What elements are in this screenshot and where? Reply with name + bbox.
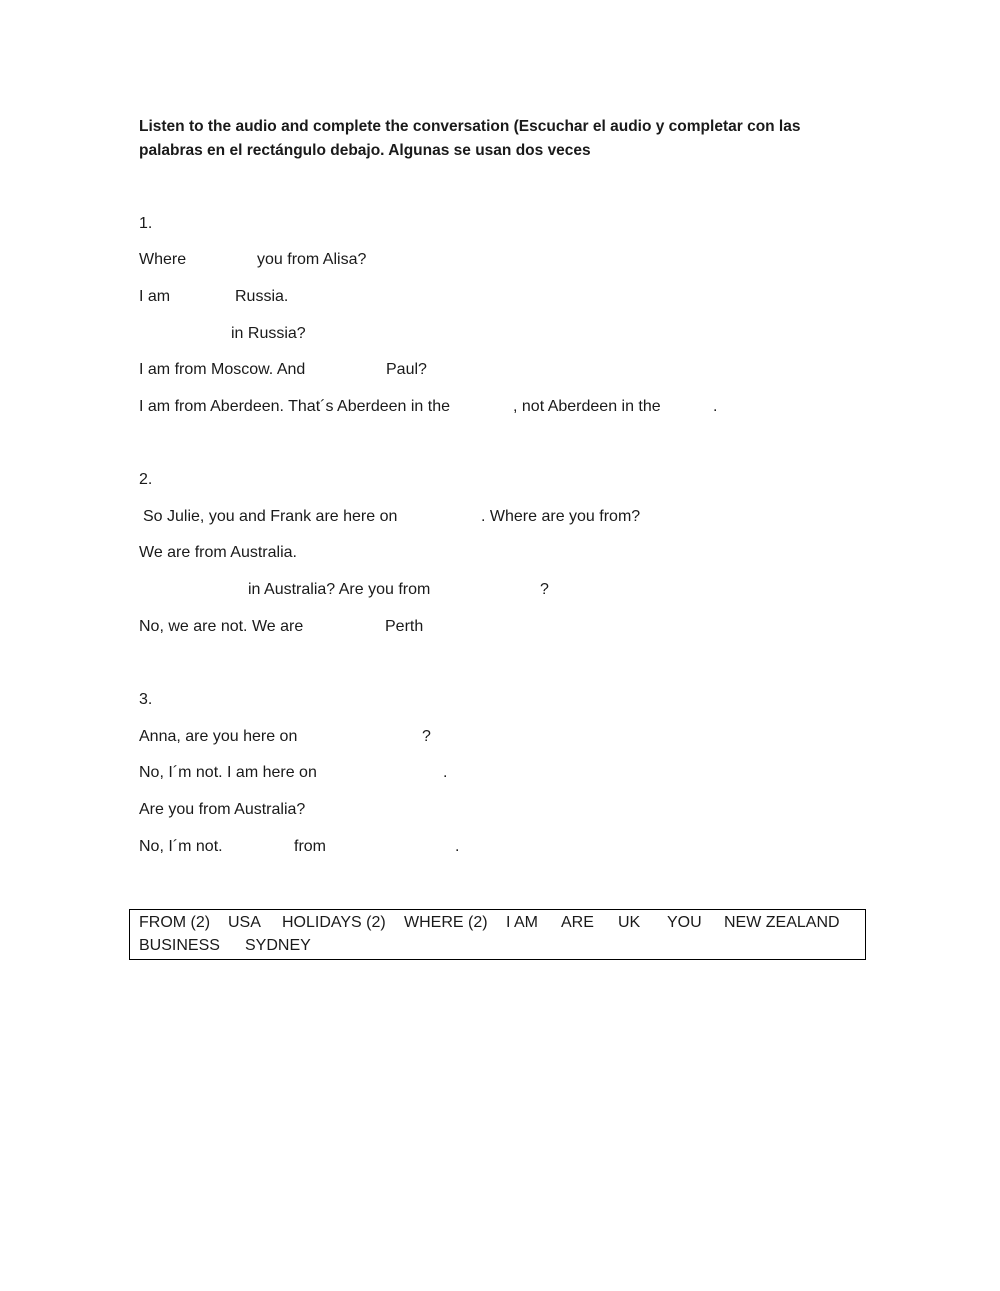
s2-line1-part-b: . Where are you from? — [481, 508, 641, 525]
word-bank-box — [129, 909, 866, 960]
s3-line2-part-a: No, I´m not. I am here on — [139, 764, 317, 781]
section-1-number: 1. — [139, 215, 153, 232]
word-bank-item: UK — [618, 914, 641, 931]
s3-line2-part-b: . — [443, 764, 448, 781]
section-3-number: 3. — [139, 691, 153, 708]
word-bank-item: WHERE (2) — [404, 914, 488, 931]
s2-line4-part-a: No, we are not. We are — [139, 618, 304, 635]
section-2-number: 2. — [139, 471, 153, 488]
s3-line4-part-b: from — [294, 838, 326, 855]
s2-line4-part-b: Perth — [385, 618, 424, 635]
s3-line1-part-a: Anna, are you here on — [139, 728, 298, 745]
word-bank-item: YOU — [667, 914, 702, 931]
s2-line1-part-a: So Julie, you and Frank are here on — [143, 508, 398, 525]
s3-line1-part-b: ? — [422, 728, 431, 745]
word-bank-item: HOLIDAYS (2) — [282, 914, 386, 931]
s3-line4-part-c: . — [455, 838, 460, 855]
s1-line1-part-a: Where — [139, 251, 187, 268]
s1-line5-part-c: . — [713, 398, 718, 415]
word-bank-item: I AM — [506, 914, 539, 931]
s2-line2-part-a: We are from Australia. — [139, 544, 297, 561]
s1-line2-part-a: I am — [139, 288, 171, 305]
instructions-heading: Listen to the audio and complete the conversation (Escuchar el audio y completar con las palabras en el rectángulo debajo. Algunas se usan dos veces — [139, 118, 801, 159]
s1-line2-part-b: Russia. — [235, 288, 289, 305]
word-bank-item: NEW ZEALAND — [724, 914, 840, 931]
word-bank-item: USA — [228, 914, 261, 931]
s3-line4-part-a: No, I´m not. — [139, 838, 223, 855]
s1-line3-part-b: in Russia? — [231, 325, 306, 342]
word-bank-item: FROM (2) — [139, 914, 211, 931]
s3-line3-part-a: Are you from Australia? — [139, 801, 306, 818]
s1-line1-part-b: you from Alisa? — [257, 251, 367, 268]
s1-line5-part-a: I am from Aberdeen. That´s Aberdeen in the — [139, 398, 450, 415]
s1-line4-part-a: I am from Moscow. And — [139, 361, 306, 378]
word-bank-item: ARE — [561, 914, 594, 931]
word-bank-item: BUSINESS — [139, 937, 220, 954]
s2-line3-part-b: in Australia? Are you from — [248, 581, 431, 598]
word-bank-item: SYDNEY — [245, 937, 311, 954]
s1-line4-part-b: Paul? — [386, 361, 427, 378]
s2-line3-part-c: ? — [540, 581, 549, 598]
s1-line5-part-b: , not Aberdeen in the — [513, 398, 661, 415]
